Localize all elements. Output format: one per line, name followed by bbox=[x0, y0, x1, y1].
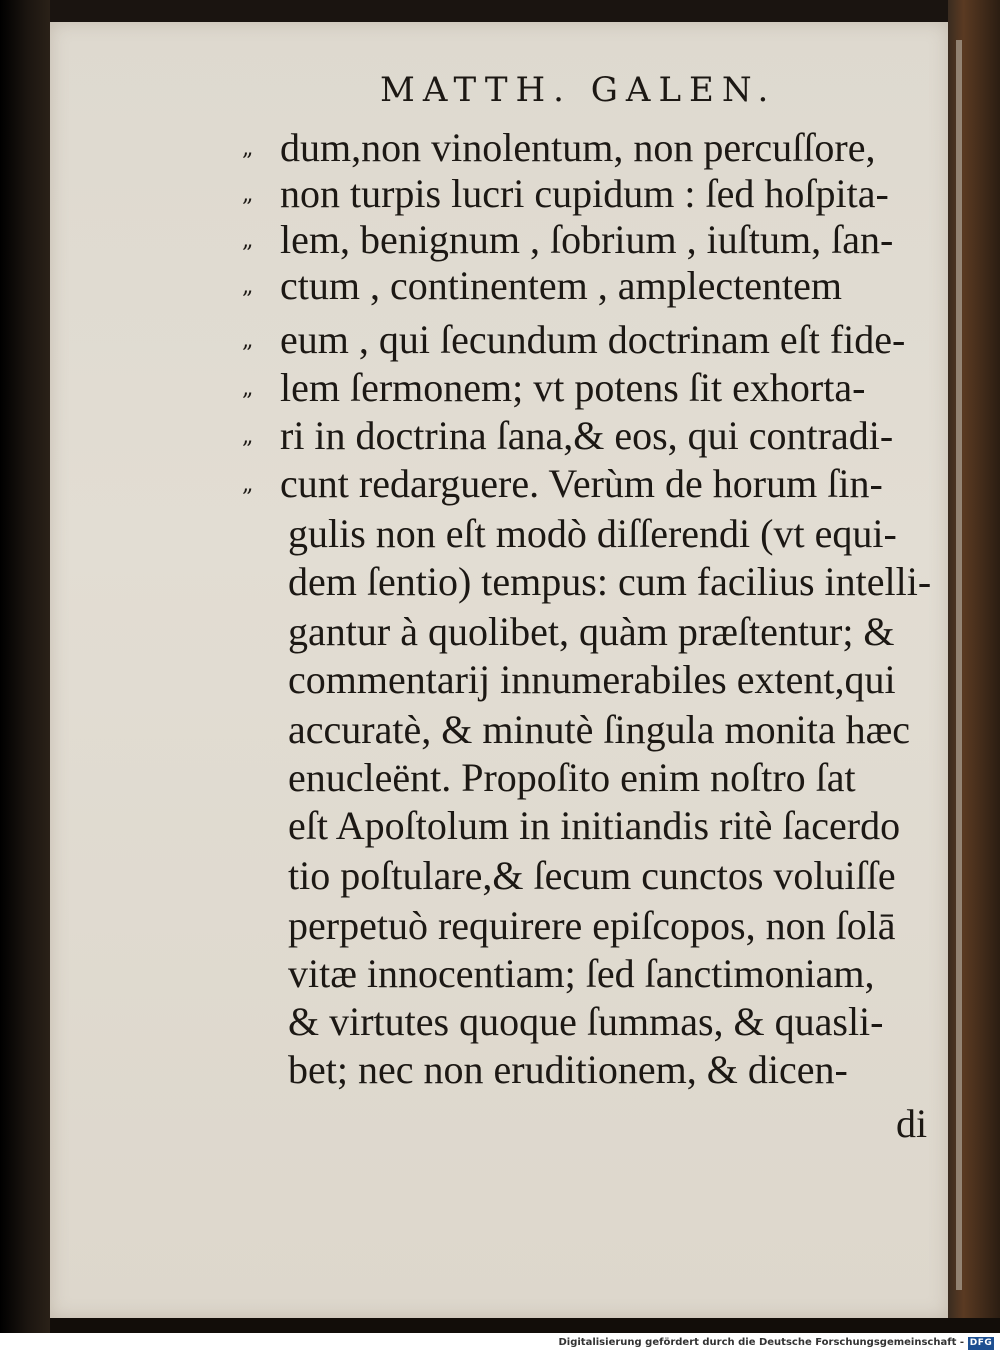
line-text: eſt Apoſtolum in initiandis ritè ſacerdo bbox=[288, 803, 901, 848]
quote-mark: „ bbox=[242, 136, 252, 161]
catchword: di bbox=[896, 1101, 928, 1146]
quote-mark: „ bbox=[242, 182, 252, 207]
digitization-footer bbox=[0, 1335, 1000, 1354]
text-line bbox=[0, 412, 1000, 460]
line-text: accuratè, & minutè ſingula monita hæc bbox=[288, 707, 911, 752]
quote-mark: „ bbox=[242, 472, 252, 497]
line-text: & virtutes quoque ſummas, & quasli- bbox=[288, 999, 884, 1044]
line-text: gantur à quolibet, quàm præſtentur; & bbox=[288, 609, 895, 654]
text-line bbox=[0, 656, 1000, 704]
line-text: lem, benignum , ſobrium , iuſtum, ſan- bbox=[280, 217, 894, 262]
line-text: dem ſentio) tempus: cum facilius intelli- bbox=[288, 559, 932, 604]
line-text: enucleënt. Propoſito enim noſtro ſat bbox=[288, 755, 856, 800]
text-line bbox=[0, 754, 1000, 802]
line-text: perpetuò requirere epiſcopos, non ſolā bbox=[288, 903, 896, 948]
text-line bbox=[0, 460, 1000, 508]
line-text: ri in doctrina ſana,& eos, qui contradi- bbox=[280, 413, 894, 458]
text-line bbox=[0, 608, 1000, 656]
line-text: lem ſermonem; vt potens ſit exhorta- bbox=[280, 365, 866, 410]
text-line bbox=[0, 364, 1000, 412]
running-head: MATTH. GALEN. bbox=[380, 70, 777, 110]
text-line bbox=[0, 510, 1000, 558]
text-line bbox=[0, 902, 1000, 950]
text-line bbox=[0, 558, 1000, 606]
line-text: ctum , continentem , amplectentem bbox=[280, 263, 843, 308]
quote-mark: „ bbox=[242, 424, 252, 449]
text-line bbox=[0, 706, 1000, 754]
text-line bbox=[0, 216, 1000, 264]
quote-mark: „ bbox=[242, 376, 252, 401]
text-line bbox=[0, 998, 1000, 1046]
line-text: gulis non eſt modò diſſerendi (vt equi- bbox=[288, 511, 897, 556]
line-text: bet; nec non eruditionem, & dicen- bbox=[288, 1047, 848, 1092]
text-line bbox=[0, 950, 1000, 998]
dfg-logo: DFG bbox=[969, 1338, 993, 1348]
line-text: non turpis lucri cupidum : ſed hoſpita- bbox=[280, 171, 889, 216]
line-text: commentarij innumerabiles extent,qui bbox=[288, 657, 896, 702]
text-line bbox=[0, 262, 1000, 310]
quote-mark: „ bbox=[242, 274, 252, 299]
text-line bbox=[0, 316, 1000, 364]
line-text: cunt redarguere. Verùm de horum ſin- bbox=[280, 461, 883, 506]
quote-mark: „ bbox=[242, 228, 252, 253]
text-line bbox=[0, 852, 1000, 900]
funding-credit: Digitalisierung gefördert durch die Deutsche Forschungsgemeinschaft - bbox=[558, 1337, 964, 1348]
text-line bbox=[0, 1046, 1000, 1094]
text-line bbox=[0, 170, 1000, 218]
text-line bbox=[0, 124, 1000, 172]
line-text: tio poſtulare,& ſecum cunctos voluiſſe bbox=[288, 853, 896, 898]
line-text: eum , qui ſecundum doctrinam eſt fide- bbox=[280, 317, 906, 362]
line-text: vitæ innocentiam; ſed ſanctimoniam, bbox=[288, 951, 875, 996]
quote-mark: „ bbox=[242, 328, 252, 353]
line-text: dum,non vinolentum, non percuſſore, bbox=[280, 125, 876, 170]
text-line bbox=[0, 802, 1000, 850]
